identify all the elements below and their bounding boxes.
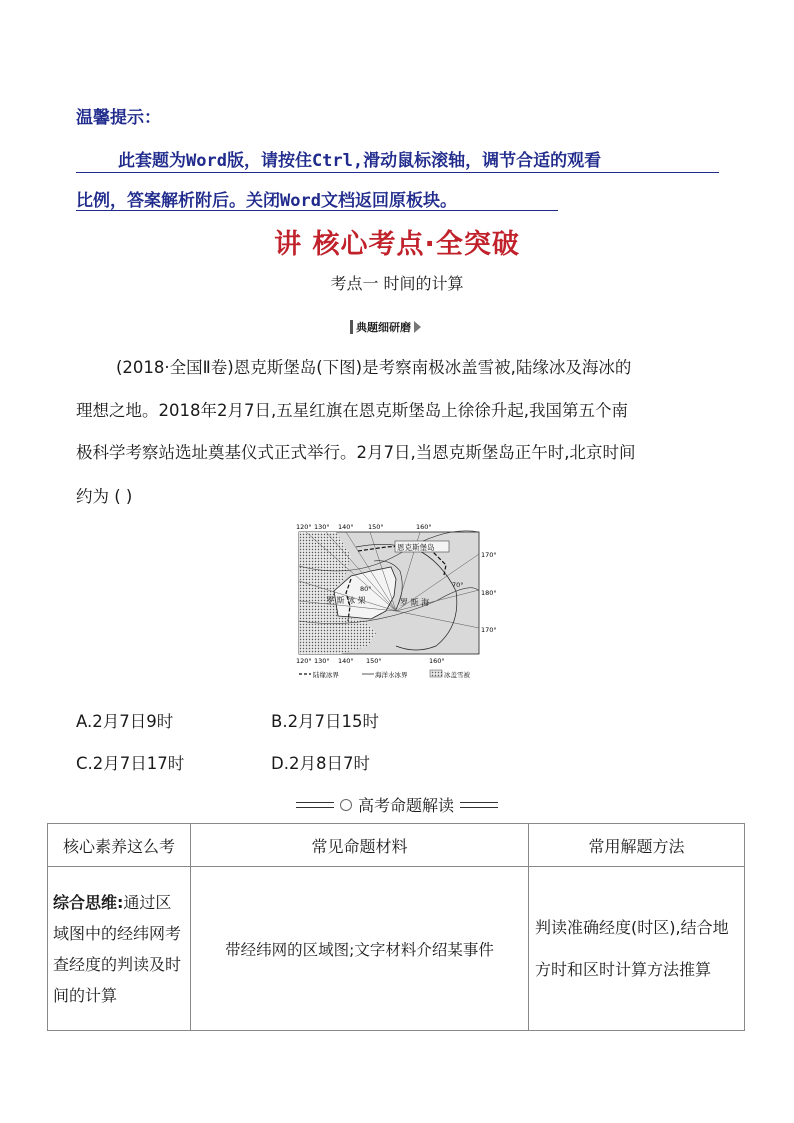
- banner-rule-right: [460, 802, 498, 808]
- badge: [350, 317, 421, 337]
- option-d[interactable]: D.2月8日7时: [271, 754, 370, 773]
- table-cell-material: 带经纬网的区域图;文字材料介绍某事件: [191, 867, 529, 1031]
- legend-dotted-swatch: [430, 670, 442, 677]
- table-row: [48, 867, 745, 1031]
- question-line-3: 极科学考察站选址奠基仪式正式举行。2月7日,当恩克斯堡岛正午时,北京时间: [76, 443, 636, 462]
- magnifier-icon: [340, 799, 352, 811]
- map-tick-bottom-150: 150°: [366, 657, 382, 665]
- map-tick-bottom-130: 130°: [314, 657, 330, 665]
- table-header-row: [48, 824, 745, 867]
- map-tick-top-140: 140°: [338, 523, 354, 531]
- legend-ice-cap: 冰盖雪被: [444, 671, 470, 679]
- tip-text-line-2: 比例，答案解析附后。关闭Word文档返回原板块。: [76, 191, 457, 211]
- map-tick-right-180: 180°: [481, 589, 497, 597]
- table-header-cell: 常见命题材料: [191, 824, 529, 867]
- subtitle: 考点一 时间的计算: [330, 274, 464, 293]
- map-tick-top-120: 120°: [296, 523, 312, 531]
- map-tick-right-170b: 170°: [481, 626, 497, 634]
- table-cell-method: 判读准确经度(时区),结合地方时和区时计算方法推算: [529, 867, 745, 1031]
- table-header-cell: 核心素养这么考: [48, 824, 191, 867]
- map-tick-bottom-160: 160°: [429, 657, 445, 665]
- table-cell-literacy: [48, 867, 191, 1031]
- map-tick-top-130: 130°: [314, 523, 330, 531]
- section-title: 讲 核心考点·全突破: [274, 229, 520, 260]
- tip-underline-1: [76, 172, 719, 173]
- map-label-island: 恩克斯堡岛: [397, 543, 435, 552]
- table-header-cell: 常用解题方法: [529, 824, 745, 867]
- literacy-text: 通过区域图中的经纬网考查经度的判读及时间的计算: [53, 892, 182, 1005]
- analysis-table: [47, 823, 745, 1031]
- map-label-ross-shelf: 罗 斯 冰 架: [326, 596, 366, 605]
- map-tick-top-150: 150°: [368, 523, 384, 531]
- ross-sea-map: [296, 521, 510, 681]
- tip-underline-2: [76, 210, 558, 211]
- exam-analysis-banner: [0, 793, 794, 816]
- tip-title: 温馨提示：: [76, 108, 161, 128]
- option-a[interactable]: A.2月7日9时: [76, 712, 174, 731]
- map-tick-bottom-120: 120°: [296, 657, 312, 665]
- banner-label: 高考命题解读: [357, 796, 454, 815]
- option-c[interactable]: C.2月7日17时: [76, 754, 185, 773]
- option-b[interactable]: B.2月7日15时: [271, 712, 380, 731]
- legend-sea-ice: 海洋水冰界: [375, 671, 408, 679]
- banner-rule-left: [296, 802, 334, 808]
- map-tick-right-170a: 170°: [481, 551, 497, 559]
- question-line-2: 理想之地。2018年2月7日,五星红旗在恩克斯堡岛上徐徐升起,我国第五个南: [76, 401, 628, 420]
- literacy-label: 综合思维:: [53, 892, 124, 912]
- map-tick-bottom-140: 140°: [338, 657, 354, 665]
- question-line-1: (2018·全国Ⅱ卷)恩克斯堡岛(下图)是考察南极冰盖雪被,陆缘冰及海冰的: [116, 358, 632, 377]
- badge-label: 典题细研磨: [356, 321, 411, 334]
- triangle-icon: [414, 321, 421, 333]
- badge-bar: [350, 320, 353, 334]
- map-label-ross-sea: 罗 斯 海: [400, 598, 430, 607]
- map-label-lat80: 80°: [360, 585, 372, 593]
- legend-coastal-ice: 陆缘冰界: [313, 671, 339, 679]
- tip-text-line-1: 此套题为Word版，请按住Ctrl,滑动鼠标滚轴，调节合适的观看: [118, 151, 602, 171]
- map-label-lat70: 70°: [452, 581, 464, 589]
- question-line-4: 约为 ( ): [76, 487, 133, 506]
- map-tick-top-160: 160°: [416, 523, 432, 531]
